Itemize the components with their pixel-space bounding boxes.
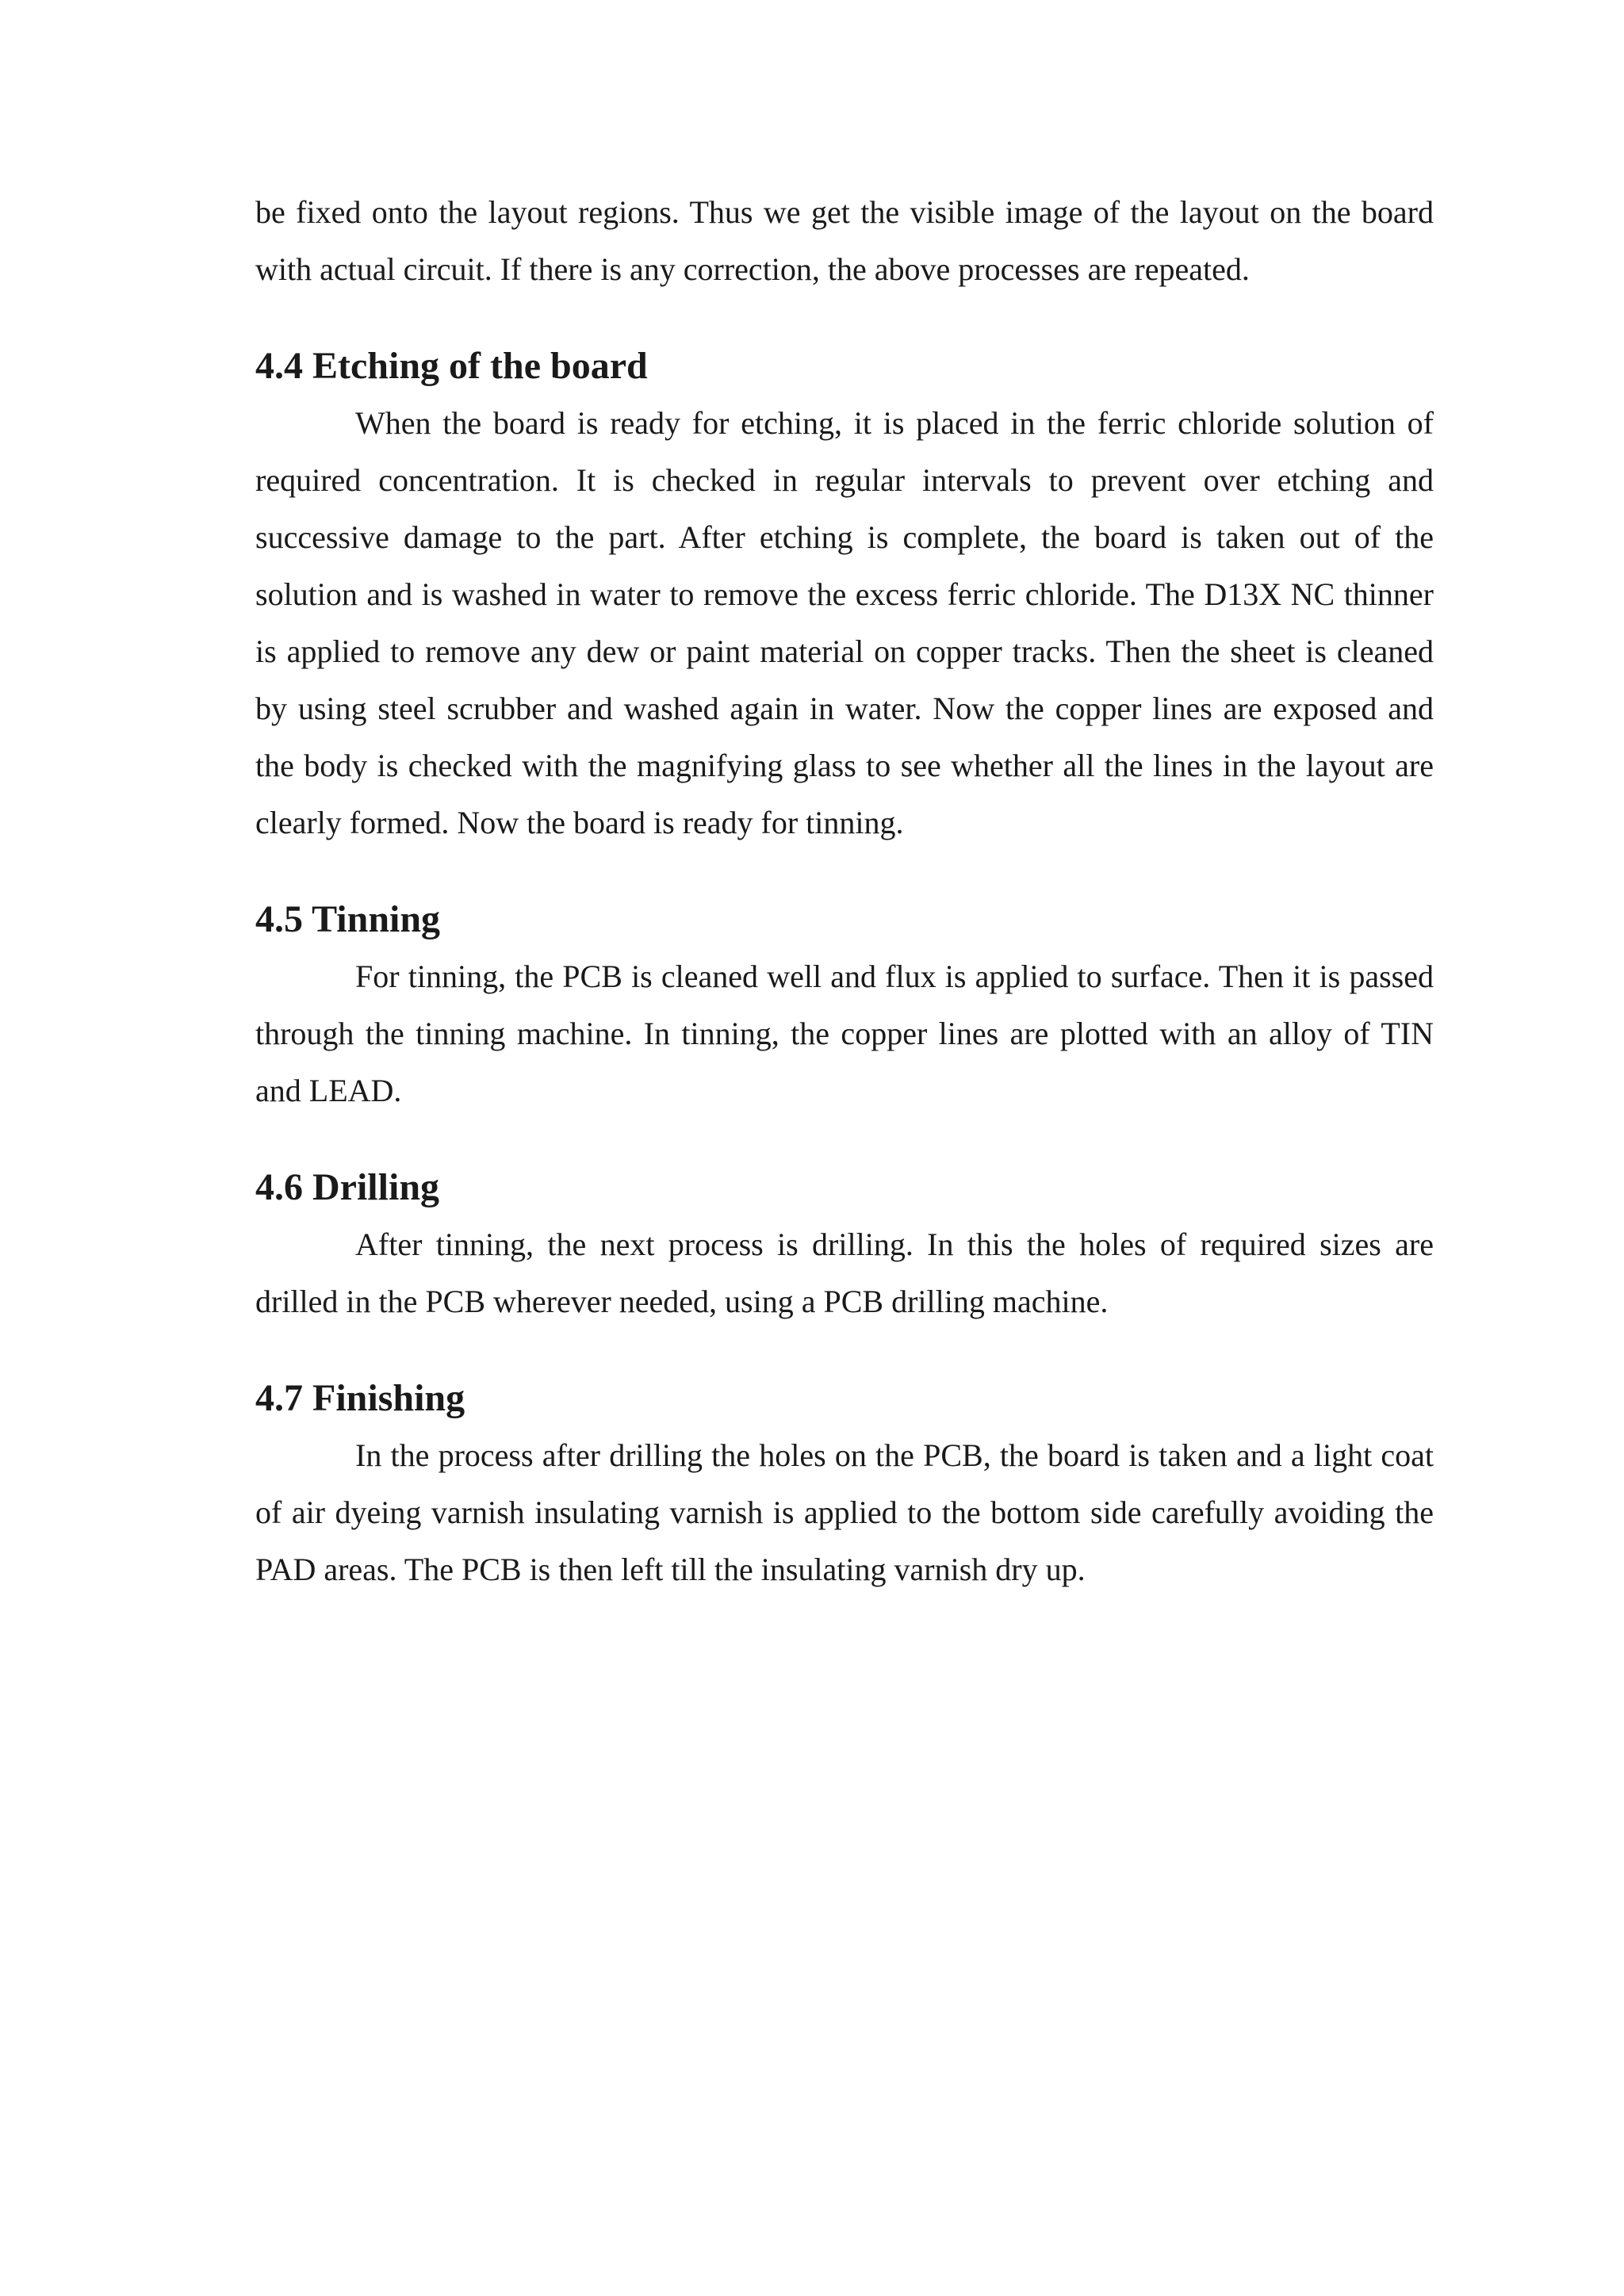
section-body-etching: When the board is ready for etching, it is placed in the ferric chloride solution of required concentration. It is checked in regular intervals to prevent over etching and successive damage to the part. After etching is complete, the board is taken out of the solution and is washed in water to remove the excess ferric chloride. The D13X NC thinner is applied to remove any dew or paint material on copper tracks. Then the sheet is cleaned by using steel scrubber and washed again in water. Now the copper lines are exposed and the body is checked with the magnifying glass to see whether all the lines in the layout are clearly formed. Now the board is ready for tinning. bbox=[255, 405, 1434, 840]
section-heading-finishing: 4.7 Finishing bbox=[255, 1377, 465, 1419]
section-heading-drilling: 4.6 Drilling bbox=[255, 1166, 440, 1208]
section-body-drilling: After tinning, the next process is drilling. In this the holes of required sizes are drilled in the PCB wherever needed, using a PCB drilling machine. bbox=[255, 1226, 1434, 1319]
page-content bbox=[255, 184, 1434, 1598]
section-heading-tinning: 4.5 Tinning bbox=[255, 898, 441, 940]
section-body-finishing: In the process after drilling the holes on the PCB, the board is taken and a light coat of air dyeing varnish insulating varnish is applied to the bottom side carefully avoiding the PAD areas. The PCB is then left till the insulating varnish dry up. bbox=[255, 1437, 1434, 1587]
section-body-tinning: For tinning, the PCB is cleaned well and flux is applied to surface. Then it is passed through the tinning machine. In tinning, the copper lines are plotted with an alloy of TIN and LEAD. bbox=[255, 959, 1434, 1108]
section-heading-etching: 4.4 Etching of the board bbox=[255, 345, 648, 387]
intro-paragraph: be fixed onto the layout regions. Thus we get the visible image of the layout on the board with actual circuit. If there is any correction, the above processes are repeated. bbox=[255, 194, 1434, 287]
